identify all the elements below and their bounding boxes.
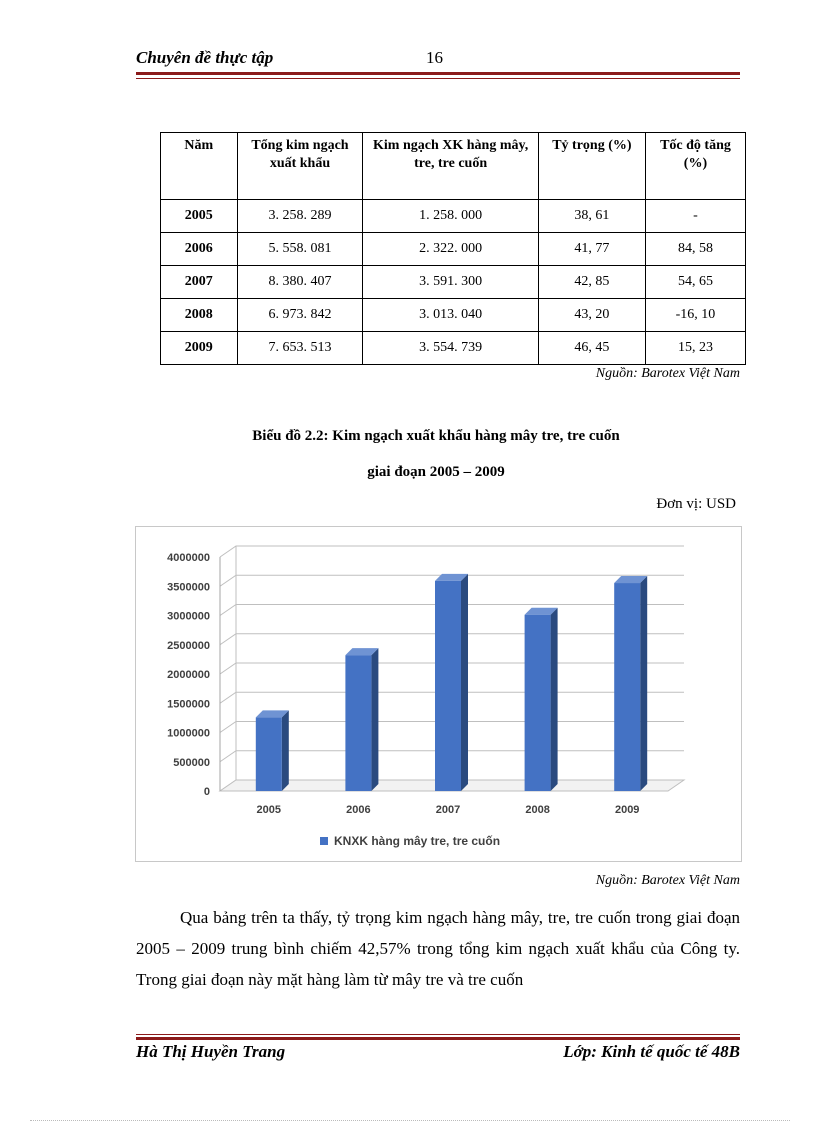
table-cell: 2. 322. 000 (363, 233, 538, 266)
legend-swatch (320, 837, 328, 845)
table-source: Nguồn: Barotex Việt Nam (595, 366, 740, 381)
table-cell: 54, 65 (645, 266, 745, 299)
table-cell: 5. 558. 081 (237, 233, 363, 266)
table-cell: 1. 258. 000 (363, 200, 538, 233)
bar-side (371, 648, 378, 791)
table-cell: 43, 20 (538, 299, 645, 332)
table-row (161, 233, 746, 266)
y-tick-label: 4000000 (167, 552, 210, 564)
table-header-cell: Tổng kim ngạch xuất khẩu (237, 133, 363, 200)
footer-rule-thin (136, 1034, 740, 1035)
table-cell: 2008 (161, 299, 238, 332)
export-table (160, 132, 746, 365)
header-rule-thick (136, 72, 740, 75)
bar (435, 581, 461, 791)
bar (525, 615, 551, 791)
y-tick-label: 0 (203, 786, 210, 798)
paragraph-text: Qua bảng trên ta thấy, tỷ trọng kim ngạch hàng mây, tre, tre cuốn trong giai đoạn 2005 – 2009 trung bình chiếm 42,57% trong tổng kim ngạch xuất khẩu của Công ty. Trong giai đoạn này mặt hàng làm từ mây tre và tre cuốn (136, 908, 740, 989)
header-rule-thin (136, 78, 740, 79)
y-tick-label: 500000 (173, 756, 210, 769)
footer-rule-thick (136, 1037, 740, 1040)
table-header-cell: Kim ngạch XK hàng mây, tre, tre cuốn (363, 133, 538, 200)
table-cell: - (645, 200, 745, 233)
bar-side (640, 576, 647, 791)
legend-label: KNXK hàng mây tre, tre cuốn (334, 834, 501, 848)
table-cell: 3. 591. 300 (363, 266, 538, 299)
y-tick-label: 2500000 (167, 639, 210, 652)
chart-caption: Biểu đồ 2.2: Kim ngạch xuất khẩu hàng mây tre, tre cuốn (252, 428, 620, 444)
bar (614, 583, 640, 791)
chart-frame (135, 526, 742, 862)
table-cell: 41, 77 (538, 233, 645, 266)
table-cell: 7. 653. 513 (237, 332, 363, 365)
table-cell: 2007 (161, 266, 238, 299)
bar-side (461, 574, 468, 791)
y-tick-label: 3500000 (167, 581, 210, 594)
table-row (161, 266, 746, 299)
x-tick-label: 2008 (525, 804, 550, 816)
bar-side (282, 710, 289, 791)
table-cell: 42, 85 (538, 266, 645, 299)
table-cell: 46, 45 (538, 332, 645, 365)
page-bottom-divider (30, 1120, 790, 1121)
table-row (161, 332, 746, 365)
y-tick-label: 3000000 (167, 610, 210, 623)
table-cell: 84, 58 (645, 233, 745, 266)
table-header-cell: Năm (161, 133, 238, 200)
table-cell: 2006 (161, 233, 238, 266)
table-row (161, 200, 746, 233)
body-paragraph (136, 902, 740, 995)
x-tick-label: 2009 (614, 804, 640, 816)
table-cell: 15, 23 (645, 332, 745, 365)
table-cell: 2005 (161, 200, 238, 233)
y-tick-label: 1000000 (167, 727, 210, 740)
chart-caption-period: giai đoạn 2005 – 2009 (367, 464, 505, 480)
bar (256, 717, 282, 791)
table-header-cell: Tỷ trọng (%) (538, 133, 645, 200)
bar-side (551, 608, 558, 791)
y-tick-label: 2000000 (167, 669, 210, 681)
footer-class: Lớp: Kinh tế quốc tế 48B (563, 1042, 740, 1061)
x-tick-label: 2006 (346, 804, 371, 816)
bar-chart (136, 527, 741, 861)
table-cell: -16, 10 (645, 299, 745, 332)
y-tick-label: 1500000 (167, 698, 210, 711)
table-cell: 3. 258. 289 (237, 200, 363, 233)
unit-label: Đơn vị: USD (656, 496, 736, 512)
table-cell: 6. 973. 842 (237, 299, 363, 332)
table-cell: 8. 380. 407 (237, 266, 363, 299)
table-cell: 3. 554. 739 (363, 332, 538, 365)
header-title: Chuyên đề thực tập (136, 48, 274, 67)
table-row (161, 299, 746, 332)
table-header-cell: Tốc độ tăng (%) (645, 133, 745, 200)
table-cell: 3. 013. 040 (363, 299, 538, 332)
x-tick-label: 2005 (256, 804, 282, 816)
x-tick-label: 2007 (435, 804, 461, 816)
bar (345, 655, 371, 791)
page-number: 16 (426, 48, 443, 67)
chart-source: Nguồn: Barotex Việt Nam (595, 873, 740, 888)
table-cell: 2009 (161, 332, 238, 365)
table-cell: 38, 61 (538, 200, 645, 233)
gridline (220, 546, 684, 557)
table-header-row (161, 133, 746, 200)
footer-author: Hà Thị Huyền Trang (136, 1042, 286, 1061)
